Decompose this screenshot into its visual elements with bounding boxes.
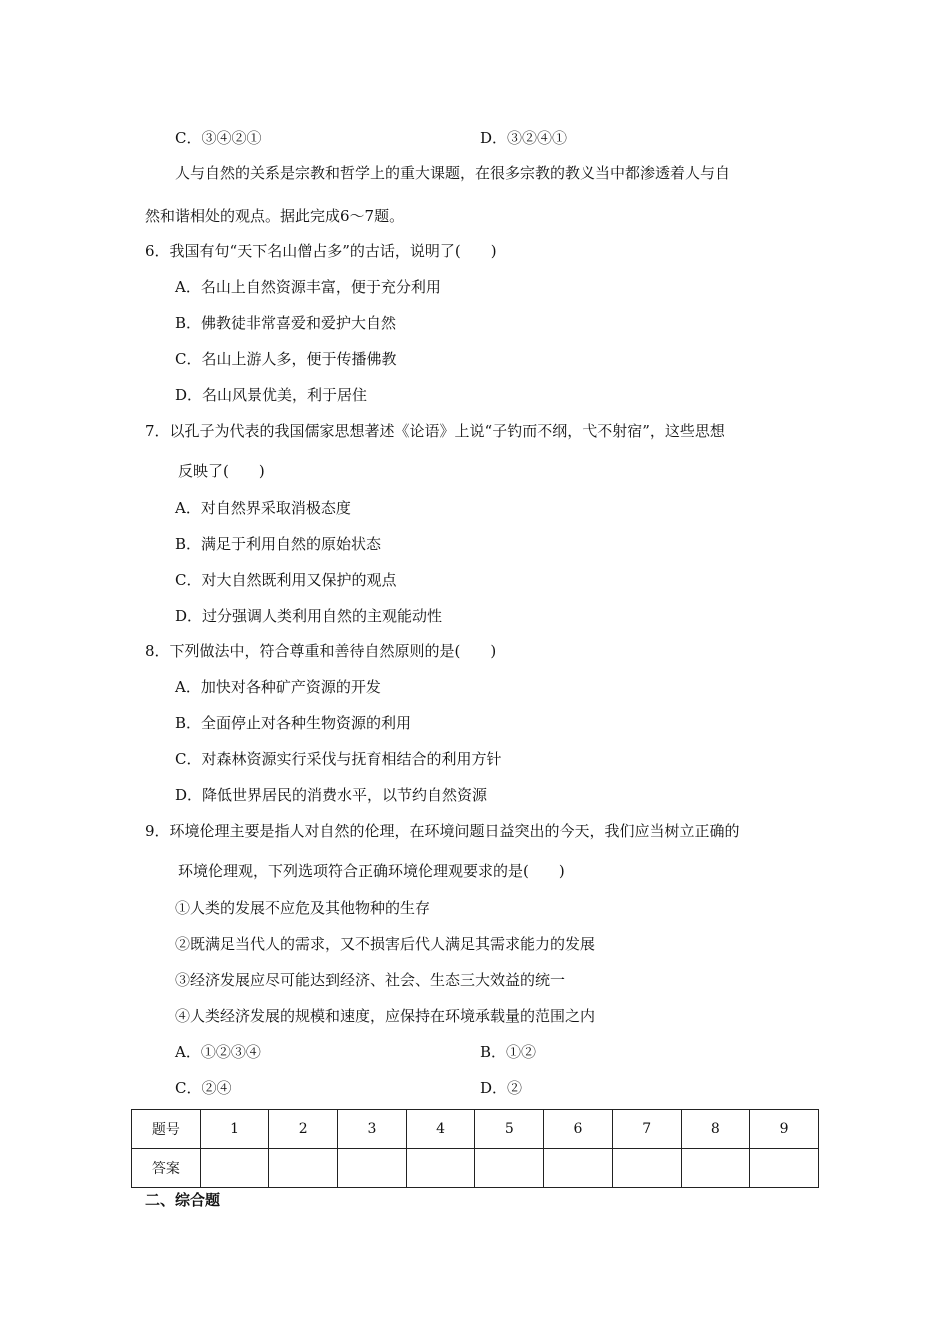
table-cell-answer[interactable] bbox=[612, 1149, 681, 1188]
q8-option-b: B．全面停止对各种生物资源的利用 bbox=[175, 714, 412, 732]
table-cell-number: 6 bbox=[544, 1110, 613, 1149]
passage-line-1: 人与自然的关系是宗教和哲学上的重大课题，在很多宗教的教义当中都渗透着人与自 bbox=[175, 164, 731, 182]
table-cell-answer[interactable] bbox=[544, 1149, 613, 1188]
q9-item-4: ④人类经济发展的规模和速度，应保持在环境承载量的范围之内 bbox=[175, 1007, 596, 1025]
q9-option-a: A．①②③④ bbox=[175, 1043, 261, 1061]
table-cell-answer[interactable] bbox=[681, 1149, 750, 1188]
table-cell-answer[interactable] bbox=[269, 1149, 338, 1188]
table-header-question-number: 题号 bbox=[132, 1110, 201, 1149]
q6-option-a: A．名山上自然资源丰富，便于充分利用 bbox=[175, 278, 441, 296]
table-cell-answer[interactable] bbox=[338, 1149, 407, 1188]
table-cell-number: 2 bbox=[269, 1110, 338, 1149]
answer-table bbox=[131, 1109, 819, 1188]
q5-option-d: D．③②④① bbox=[480, 129, 568, 147]
table-cell-answer[interactable] bbox=[200, 1149, 269, 1188]
table-cell-number: 4 bbox=[406, 1110, 475, 1149]
table-cell-number: 8 bbox=[681, 1110, 750, 1149]
q9-item-3: ③经济发展应尽可能达到经济、社会、生态三大效益的统一 bbox=[175, 971, 566, 989]
q9-option-b: B．①② bbox=[480, 1043, 537, 1061]
q9-item-1: ①人类的发展不应危及其他物种的生存 bbox=[175, 899, 431, 917]
table-cell-answer[interactable] bbox=[750, 1149, 819, 1188]
q7-option-b: B．满足于利用自然的原始状态 bbox=[175, 535, 382, 553]
q7-stem-line-2: 反映了( ) bbox=[178, 462, 265, 480]
table-cell-number: 5 bbox=[475, 1110, 544, 1149]
table-row-answers bbox=[132, 1149, 819, 1188]
q8-option-c: C．对森林资源实行采伐与抚育相结合的利用方针 bbox=[175, 750, 502, 768]
table-cell-number: 9 bbox=[750, 1110, 819, 1149]
q9-stem-line-2: 环境伦理观，下列选项符合正确环境伦理观要求的是( ) bbox=[178, 862, 565, 880]
q7-option-d: D．过分强调人类利用自然的主观能动性 bbox=[175, 607, 443, 625]
section-title: 二、综合题 bbox=[145, 1191, 221, 1209]
table-header-answer: 答案 bbox=[132, 1149, 201, 1188]
q7-stem-line-1: 7．以孔子为代表的我国儒家思想著述《论语》上说“子钓而不纲，弋不射宿”，这些思想 bbox=[145, 422, 725, 440]
q8-stem: 8．下列做法中，符合尊重和善待自然原则的是( ) bbox=[145, 642, 497, 660]
table-cell-number: 1 bbox=[200, 1110, 269, 1149]
q6-option-b: B．佛教徒非常喜爱和爱护大自然 bbox=[175, 314, 397, 332]
q8-option-a: A．加快对各种矿产资源的开发 bbox=[175, 678, 381, 696]
q8-option-d: D．降低世界居民的消费水平，以节约自然资源 bbox=[175, 786, 488, 804]
q9-option-c: C．②④ bbox=[175, 1079, 232, 1097]
table-cell-answer[interactable] bbox=[475, 1149, 544, 1188]
table-cell-number: 7 bbox=[612, 1110, 681, 1149]
q9-option-d: D．② bbox=[480, 1079, 523, 1097]
q6-stem: 6．我国有句“天下名山僧占多”的古话，说明了( ) bbox=[145, 242, 497, 260]
q6-option-c: C．名山上游人多，便于传播佛教 bbox=[175, 350, 397, 368]
q9-stem-line-1: 9．环境伦理主要是指人对自然的伦理，在环境问题日益突出的今天，我们应当树立正确的 bbox=[145, 822, 740, 840]
table-cell-number: 3 bbox=[338, 1110, 407, 1149]
passage-line-2: 然和谐相处的观点。据此完成6～7题。 bbox=[145, 207, 405, 225]
q6-option-d: D．名山风景优美，利于居住 bbox=[175, 386, 368, 404]
q5-option-c: C．③④②① bbox=[175, 129, 262, 147]
q9-item-2: ②既满足当代人的需求，又不损害后代人满足其需求能力的发展 bbox=[175, 935, 596, 953]
q7-option-a: A．对自然界采取消极态度 bbox=[175, 499, 351, 517]
q7-option-c: C．对大自然既利用又保护的观点 bbox=[175, 571, 397, 589]
table-cell-answer[interactable] bbox=[406, 1149, 475, 1188]
table-row-numbers bbox=[132, 1110, 819, 1149]
